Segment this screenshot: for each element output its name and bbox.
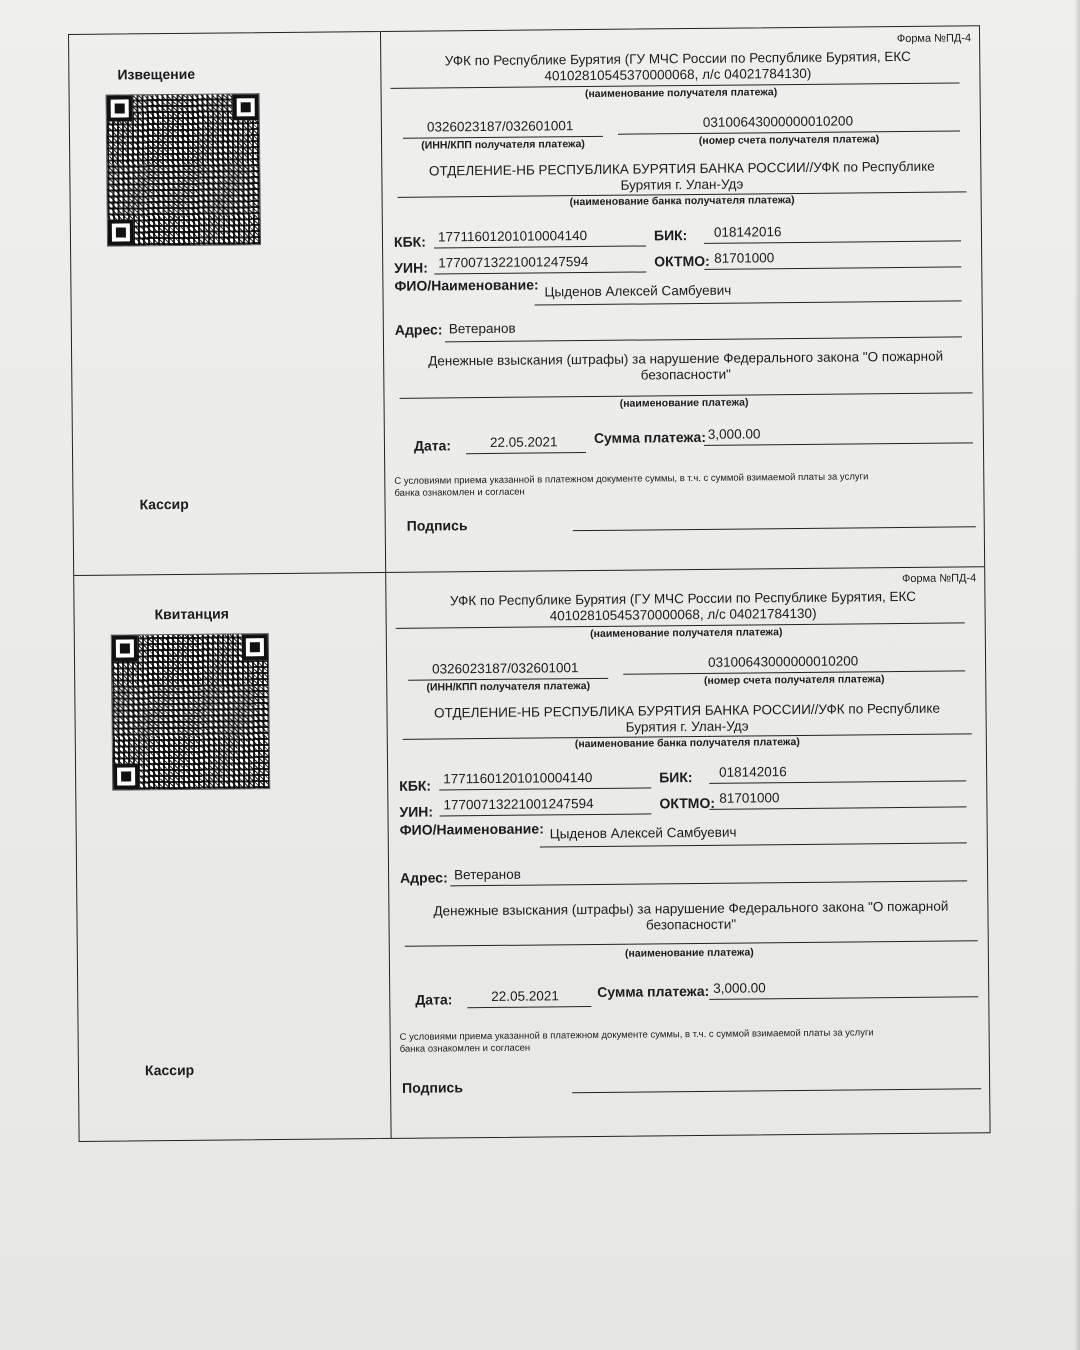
date-label: Дата: bbox=[413, 437, 452, 454]
recipient-caption: (наименование получателя платежа) bbox=[584, 86, 778, 101]
underline bbox=[704, 442, 973, 446]
kbk-label: КБК: bbox=[393, 233, 426, 250]
recipient-caption: (наименование получателя платежа) bbox=[590, 626, 783, 641]
sum-value: 3,000.00 bbox=[707, 426, 761, 442]
signature-line bbox=[573, 526, 976, 531]
underline bbox=[704, 266, 961, 269]
sum-label: Сумма платежа: bbox=[593, 428, 707, 446]
receipt-details bbox=[387, 566, 989, 1138]
underline bbox=[445, 336, 962, 342]
kbk-label: КБК: bbox=[399, 777, 432, 794]
bank-line-1: ОТДЕЛЕНИЕ-НБ РЕСПУБЛИКА БУРЯТИЯ БАНКА РОССИИ//УФК по Республике bbox=[434, 700, 941, 721]
fio-label: ФИО/Наименование: bbox=[394, 276, 539, 294]
underline bbox=[434, 271, 646, 274]
sum-value: 3,000.00 bbox=[713, 980, 766, 996]
recipient-line-1: УФК по Республике Бурятия (ГУ МЧС России по Республике Бурятия, ЕКС bbox=[444, 48, 911, 69]
purpose-line-2: безопасности" bbox=[645, 916, 737, 933]
terms-line-1: С условиями приема указанной в платежном документе суммы, в т.ч. с суммой взимаемой платы за услуги bbox=[394, 471, 869, 487]
signature-label: Подпись bbox=[406, 517, 468, 534]
uin-label: УИН: bbox=[399, 803, 434, 820]
uin-label: УИН: bbox=[394, 259, 428, 276]
underline bbox=[709, 780, 966, 783]
account-caption: (номер счета получателя платежа) bbox=[703, 673, 885, 687]
bank-line-2: Бурятия г. Улан-Удэ bbox=[625, 718, 749, 735]
receipt-section bbox=[74, 566, 989, 1141]
bank-caption: (наименование банка получателя платежа) bbox=[569, 194, 795, 209]
fio-value: Цыденов Алексей Самбуевич bbox=[544, 282, 732, 300]
underline bbox=[450, 880, 967, 886]
cashier-label: Кассир bbox=[144, 1061, 195, 1079]
underline bbox=[535, 300, 962, 305]
paper-edge-shadow bbox=[1074, 0, 1080, 1350]
kbk-value: 17711601201010004140 bbox=[443, 770, 593, 787]
uin-value: 17700713221001247594 bbox=[438, 254, 589, 271]
bik-value: 018142016 bbox=[719, 764, 787, 780]
bank-caption: (наименование банка получателя платежа) bbox=[574, 736, 800, 751]
oktmo-label: ОКТМО: bbox=[654, 252, 710, 270]
recipient-name bbox=[390, 48, 965, 86]
bik-value: 018142016 bbox=[713, 224, 782, 240]
kbk-value: 17711601201010004140 bbox=[437, 228, 588, 245]
address-label: Адрес: bbox=[400, 869, 448, 886]
bank-line-1: ОТДЕЛЕНИЕ-НБ РЕСПУБЛИКА БУРЯТИЯ БАНКА РОССИИ//УФК по Республике bbox=[428, 158, 935, 179]
address-label: Адрес: bbox=[394, 321, 443, 338]
bank-line-2: Бурятия г. Улан-Удэ bbox=[620, 176, 744, 193]
purpose-caption: (наименование платежа) bbox=[624, 946, 754, 960]
recipient-line-2: 40102810545370000068, л/с 04021784130) bbox=[544, 65, 812, 84]
form-number: Форма №ПД-4 bbox=[901, 572, 977, 586]
receipt-left-column bbox=[74, 572, 391, 1141]
oktmo-value: 81701000 bbox=[719, 790, 780, 806]
underline bbox=[540, 842, 967, 847]
cashier-label: Кассир bbox=[139, 495, 189, 513]
terms-text bbox=[394, 470, 975, 500]
date-value: 22.05.2021 bbox=[489, 434, 558, 450]
date-value: 22.05.2021 bbox=[491, 988, 559, 1004]
oktmo-label: ОКТМО: bbox=[659, 794, 716, 812]
underline bbox=[440, 813, 652, 816]
fio-value: Цыденов Алексей Самбуевич bbox=[549, 824, 737, 842]
underline bbox=[466, 452, 586, 454]
recipient-line-1: УФК по Республике Бурятия (ГУ МЧС России по Республике Бурятия, ЕКС bbox=[449, 588, 917, 609]
payment-form-pd4 bbox=[68, 25, 991, 1142]
terms-line-2: банка ознакомлен и согласен bbox=[399, 1042, 531, 1055]
purpose-line-2: безопасности" bbox=[640, 366, 731, 383]
underline bbox=[434, 245, 646, 248]
inn-kpp-caption: (ИНН/КПП получателя платежа) bbox=[421, 138, 585, 152]
notice-details bbox=[382, 26, 984, 572]
purpose-line-1: Денежные взыскания (штрафы) за нарушение Федерального закона "О пожарной bbox=[428, 348, 944, 369]
form-number: Форма №ПД-4 bbox=[896, 32, 972, 46]
underline bbox=[704, 240, 961, 243]
account-value: 03100643000000010200 bbox=[702, 113, 854, 130]
inn-kpp-caption: (ИНН/КПП получателя платежа) bbox=[426, 680, 591, 694]
address-value: Ветеранов bbox=[454, 866, 521, 883]
purpose-caption: (наименование платежа) bbox=[619, 396, 749, 410]
qr-code-icon bbox=[111, 633, 270, 791]
address-value: Ветеранов bbox=[448, 320, 516, 337]
oktmo-value: 81701000 bbox=[714, 250, 775, 266]
date-label: Дата: bbox=[415, 991, 453, 1008]
fio-label: ФИО/Наименование: bbox=[399, 820, 544, 838]
qr-code-icon bbox=[106, 93, 261, 246]
inn-kpp-value: 0326023187/032601001 bbox=[432, 660, 579, 677]
underline bbox=[709, 806, 966, 809]
receipt-title: Квитанция bbox=[154, 605, 229, 623]
inn-kpp-value: 0326023187/032601001 bbox=[426, 118, 574, 135]
notice-left-column bbox=[69, 32, 386, 575]
notice-title: Извещение bbox=[117, 65, 196, 83]
underline bbox=[439, 787, 651, 790]
payment-purpose bbox=[399, 348, 972, 385]
bik-label: БИК: bbox=[659, 769, 693, 786]
bik-label: БИК: bbox=[653, 227, 688, 244]
signature-label: Подпись bbox=[402, 1079, 463, 1096]
recipient-name bbox=[395, 588, 970, 626]
signature-line bbox=[572, 1088, 981, 1093]
uin-value: 17700713221001247594 bbox=[443, 795, 594, 813]
account-value: 03100643000000010200 bbox=[707, 653, 859, 670]
underline bbox=[467, 1006, 591, 1008]
recipient-line-2: 40102810545370000068, л/с 04021784130) bbox=[549, 605, 817, 624]
account-caption: (номер счета получателя платежа) bbox=[698, 133, 880, 147]
payment-purpose bbox=[404, 898, 977, 935]
bank-name bbox=[402, 700, 971, 737]
purpose-line-1: Денежные взыскания (штрафы) за нарушение Федерального закона "О пожарной bbox=[433, 898, 949, 919]
terms-text bbox=[400, 1026, 981, 1056]
notice-section bbox=[69, 26, 984, 576]
terms-line-2: банка ознакомлен и согласен bbox=[394, 486, 525, 499]
terms-line-1: С условиями приема указанной в платежном документе суммы, в т.ч. с суммой взимаемой платы за услуги bbox=[399, 1027, 874, 1043]
underline bbox=[709, 996, 978, 1000]
bank-name bbox=[397, 158, 966, 195]
sum-label: Сумма платежа: bbox=[597, 982, 710, 1000]
